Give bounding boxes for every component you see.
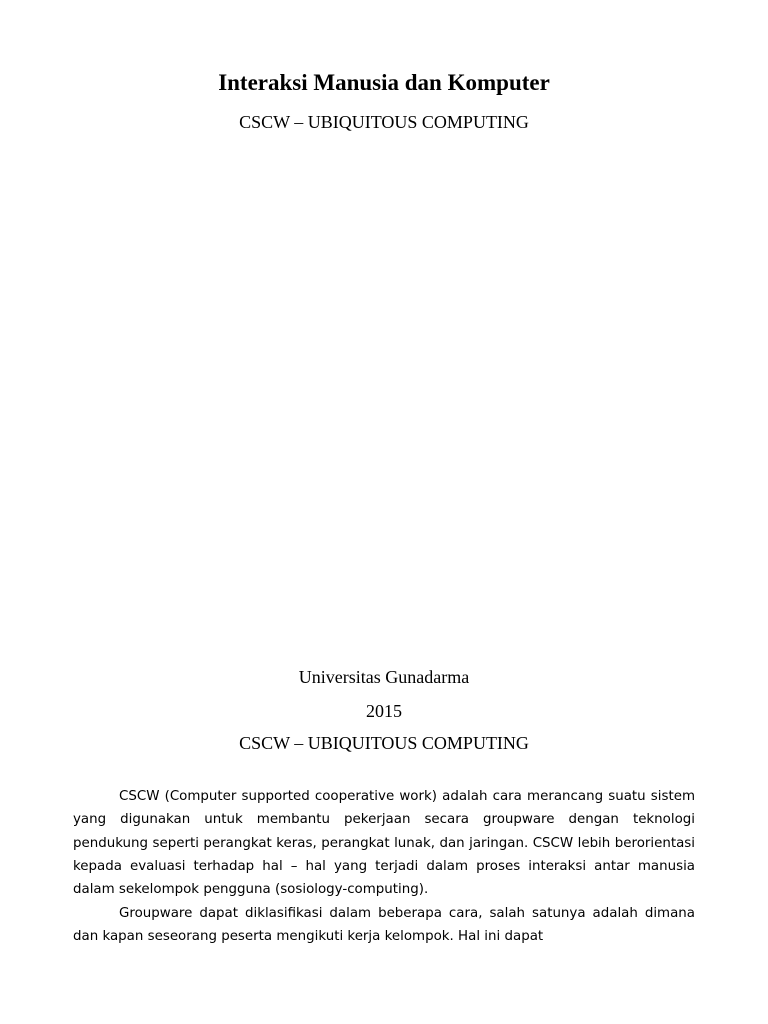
university-name: Universitas Gunadarma: [298, 667, 470, 687]
body-paragraph-1-block: [73, 785, 695, 901]
body-paragraph: Groupware dapat diklasifikasi dalam beberapa cara, salah satunya adalah dimana dan kapan seseorang peserta mengikuti kerja kelompok. Hal ini dapat: [73, 906, 695, 945]
section-heading: CSCW – UBIQUITOUS COMPUTING: [239, 733, 529, 753]
document-title: Interaksi Manusia dan Komputer: [218, 70, 550, 95]
document-year: 2015: [366, 701, 402, 721]
body-paragraph-2-block: [73, 902, 695, 949]
document-subtitle: CSCW – UBIQUITOUS COMPUTING: [239, 112, 529, 132]
body-paragraph: CSCW (Computer supported cooperative work) adalah cara merancang suatu sistem yang digunakan untuk membantu pekerjaan secara groupware dengan teknologi pendukung seperti perangkat keras, perangkat lunak, dan jaringan. CSCW lebih berorientasi kepada evaluasi terhadap hal – hal yang terjadi dalam proses interaksi antar manusia dalam sekelompok pengguna (sosiology-computing).: [73, 789, 695, 898]
